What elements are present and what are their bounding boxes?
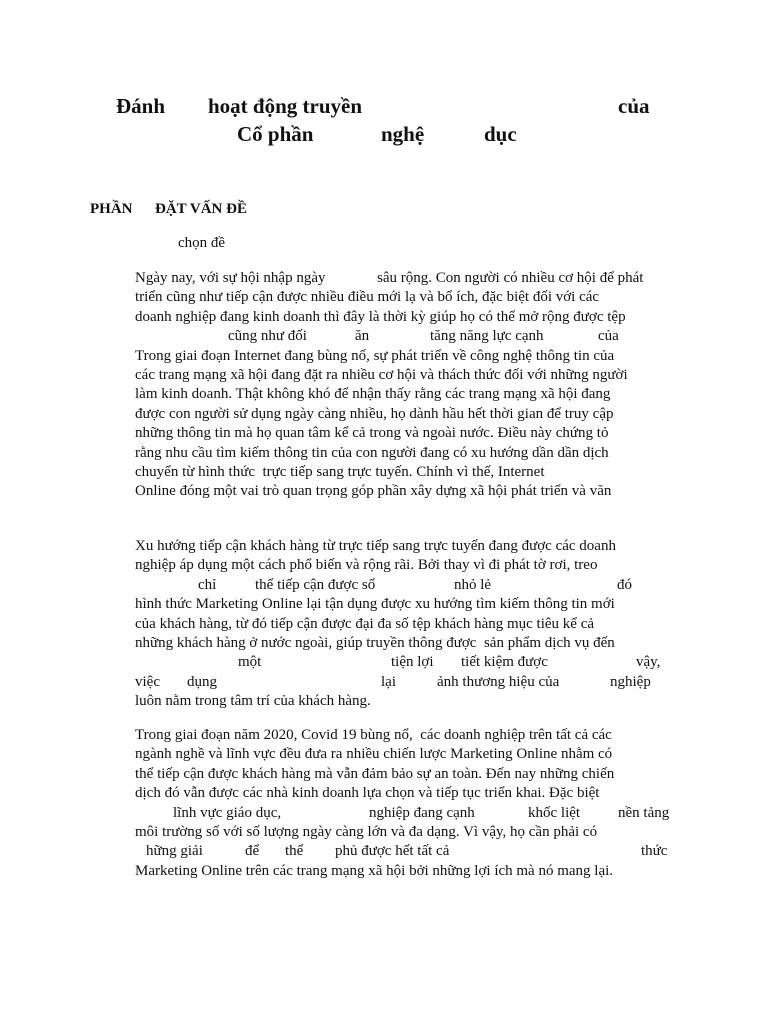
text-fragment: thức [641, 843, 668, 860]
text-fragment: hững giải [146, 843, 203, 860]
text-line: luôn nằm trong tâm trí của khách hàng. [135, 693, 371, 710]
text-line [135, 843, 675, 862]
section-heading-part: ĐẶT VẤN ĐỀ [155, 201, 247, 217]
text-line: Trong giai đoạn Internet đang bùng nổ, sự phát triển về công nghệ thông tin của [135, 347, 615, 364]
text-line: thể tiếp cận được khách hàng mà vẫn đảm bảo sự an toàn. Đến nay những chiến [135, 765, 615, 782]
text-line: Xu hướng tiếp cận khách hàng từ trực tiếp sang trực tuyến đang được các doanh [135, 538, 616, 554]
text-fragment: nghiệp đang cạnh [369, 804, 475, 821]
text-fragment: dụng [187, 673, 217, 690]
text-fragment: tăng năng lực cạnh [430, 328, 544, 345]
text-line: của khách hàng, từ đó tiếp cận được đại đa số tệp khách hàng mục tiêu kể cả [135, 615, 595, 632]
text-fragment: nghiệp [610, 673, 651, 690]
text-fragment: sâu rộng. Con người có nhiều cơ hội để phát [377, 270, 644, 286]
text-fragment: Ngày nay, với sự hội nhập ngày [135, 270, 326, 286]
title-word: hoạt động truyền [208, 94, 363, 118]
title-word: dục [484, 122, 517, 146]
text-line [135, 270, 675, 289]
paragraph-1 [135, 270, 675, 503]
text-fragment: thể tiếp cận được số [255, 576, 376, 593]
text-line: doanh nghiệp đang kinh doanh thì đây là thời kỳ giúp họ có thể mở rộng được tệp [135, 308, 626, 325]
text-line: môi trường số với số lượng ngày càng lớn và đa dạng. Vì vậy, họ cần phải có [135, 823, 598, 840]
text-line [135, 805, 675, 824]
text-fragment: đó [617, 576, 632, 593]
text-line [135, 674, 675, 693]
text-line: các trang mạng xã hội đang đặt ra nhiều cơ hội và thách thức đối với những người [135, 366, 628, 383]
text-line [135, 328, 675, 347]
text-fragment: lĩnh vực giáo dục, [173, 804, 282, 821]
text-fragment: để [245, 843, 260, 860]
paragraph-2 [135, 538, 675, 713]
text-fragment: ăn [355, 328, 370, 345]
text-fragment: nền tảng [618, 804, 670, 821]
text-line: làm kinh doanh. Thật không khó để nhận thấy rằng các trang mạng xã hội đang [135, 386, 611, 403]
text-line: chuyển từ hình thức trực tiếp sang trực tuyến. Chính vì thế, Internet [135, 463, 545, 480]
section-heading-part: PHẦN [90, 201, 133, 217]
text-line: nghiệp áp dụng một cách phổ biến và rộng rãi. Bởi thay vì đi phát tờ rơi, treo [135, 557, 598, 574]
text-line: triển cũng như tiếp cận được nhiều điều mới lạ và bổ ích, đặc biệt đối với các [135, 289, 600, 306]
text-line: hình thức Marketing Online lại tận dụng được xu hướng tìm kiếm thông tin mới [135, 596, 615, 613]
text-line: Marketing Online trên các trang mạng xã hội bởi những lợi ích mà nó mang lại. [135, 862, 614, 879]
text-fragment: tiện lợi [391, 654, 434, 671]
text-line: ngành nghề và lĩnh vực đều đưa ra nhiều chiến lược Marketing Online nhằm có [135, 746, 613, 763]
text-line [135, 654, 675, 673]
text-line: Online đóng một vai trò quan trọng góp phần xây dựng xã hội phát triển và văn [135, 483, 612, 500]
text-line: dịch đó vẫn được các nhà kinh doanh lựa chọn và tiếp tục triển khai. Đặc biệt [135, 785, 600, 802]
subsection-heading: chọn đề [178, 235, 226, 251]
text-line: những khách hàng ở nước ngoài, giúp truyền thông được sản phẩm dịch vụ đến [135, 634, 615, 651]
text-fragment: lại [381, 673, 396, 690]
text-fragment: ảnh thương hiệu của [437, 673, 560, 690]
title-word: nghệ [381, 122, 425, 146]
text-fragment: khốc liệt [528, 804, 581, 821]
title-word: Cổ phần [237, 122, 314, 146]
text-line: rằng nhu cầu tìm kiếm thông tin của con người đang có xu hướng dần dần dịch [135, 444, 609, 461]
text-fragment: cũng như đối [228, 328, 307, 345]
text-line: Trong giai đoạn năm 2020, Covid 19 bùng nổ, các doanh nghiệp trên tất cả các [135, 727, 612, 743]
text-fragment: vậy, [636, 654, 661, 671]
title-word: của [618, 94, 650, 118]
text-line: được con người sử dụng ngày càng nhiều, họ dành hầu hết thời gian để truy cập [135, 405, 614, 422]
text-fragment: chỉ [198, 576, 217, 593]
text-fragment: một [238, 654, 262, 671]
text-line [135, 577, 675, 596]
text-fragment: của [598, 328, 619, 345]
text-fragment: nhỏ lẻ [454, 576, 492, 593]
text-fragment: việc [135, 673, 160, 690]
text-fragment: phủ được hết tất cả [335, 843, 450, 860]
text-line: những thông tin mà họ quan tâm kể cả trong và ngoài nước. Điều này chứng tỏ [135, 425, 609, 442]
title-word: Đánh [116, 94, 166, 118]
text-fragment: tiết kiệm được [461, 654, 548, 671]
text-fragment: thể [285, 843, 304, 860]
paragraph-3 [135, 727, 675, 882]
